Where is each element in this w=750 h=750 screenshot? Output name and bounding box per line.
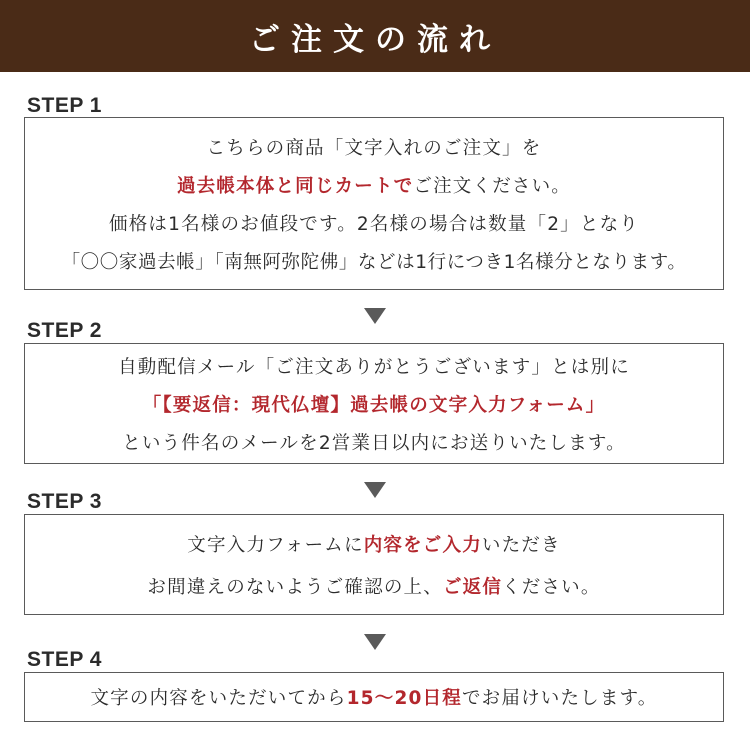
step-1-highlight: 過去帳本体と同じカートで (176, 175, 414, 197)
step-3-highlight-2: ご返信 (442, 576, 503, 598)
page-title: ご注文の流れ (249, 21, 501, 58)
step-2-label: STEP 2 (27, 319, 102, 342)
step-4-box (24, 672, 724, 722)
step-3-highlight-1: 内容をご入力 (363, 534, 482, 556)
step-3-line-2: お間違えのないようご確認の上、ご返信ください。 (147, 576, 601, 598)
step-2-line-1: 自動配信メール「ご注文ありがとうございます」とは別に (118, 356, 630, 378)
header-bar (0, 0, 750, 72)
step-3-box (24, 514, 724, 615)
step-1-line-2: 過去帳本体と同じカートでご注文ください。 (176, 175, 571, 197)
step-2-highlight: 「【要返信：現代仏壇】過去帳の文字入力フォーム」 (142, 394, 606, 416)
step-2-box (24, 343, 724, 464)
step-1-label: STEP 1 (27, 94, 102, 117)
step-1-line-3: 価格は1名様のお値段です。2名様の場合は数量「2」となり (109, 213, 639, 235)
triangle-down-icon (364, 482, 386, 498)
step-4-label: STEP 4 (27, 648, 102, 671)
step-4-line-1: 文字の内容をいただいてから15～20日程でお届けいたします。 (90, 688, 658, 709)
step-3-label: STEP 3 (27, 490, 102, 513)
step-2-line-2 (143, 391, 606, 417)
step-1-box (24, 117, 724, 290)
step-4-highlight: 15～20日程 (346, 688, 462, 709)
triangle-down-icon (364, 634, 386, 650)
step-2-line-3: という件名のメールを2営業日以内にお送りいたします。 (122, 432, 626, 454)
step-1-line-1: こちらの商品「文字入れのご注文」を (206, 137, 542, 159)
step-3-line-1: 文字入力フォームに内容をご入力いただき (187, 534, 561, 556)
triangle-down-icon (364, 308, 386, 324)
step-1-line-4: 「〇〇家過去帳」「南無阿弥陀佛」などは1行につき1名様分となります。 (61, 251, 687, 273)
